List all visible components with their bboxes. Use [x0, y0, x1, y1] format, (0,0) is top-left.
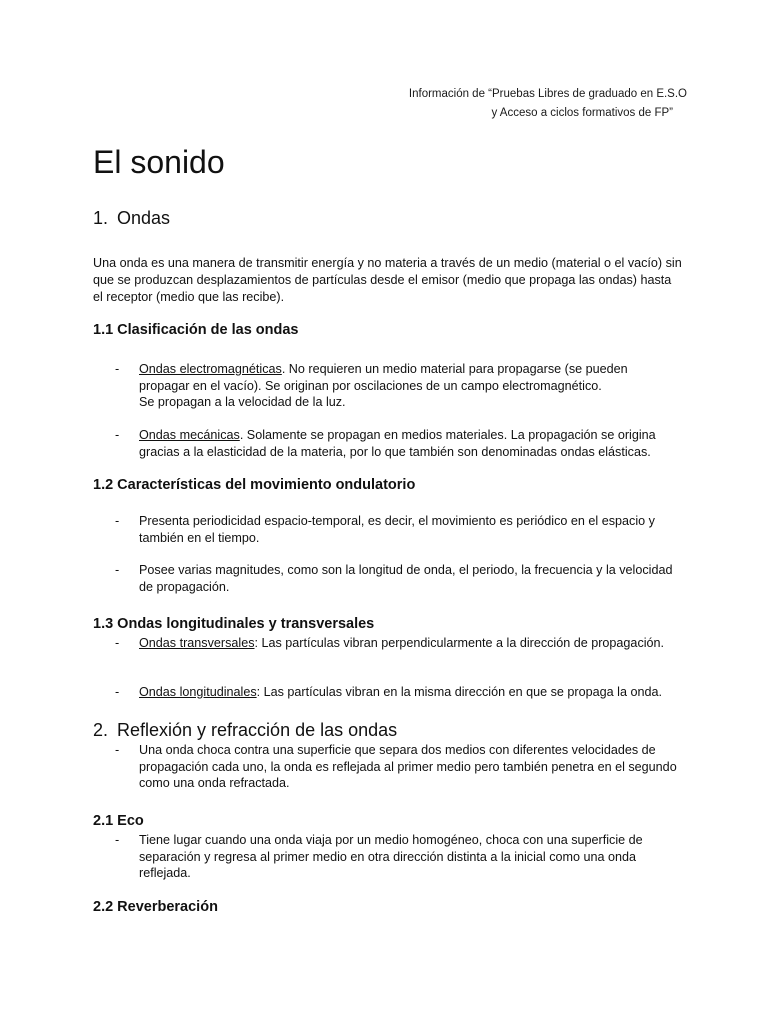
- term-ondas-longitudinales: Ondas longitudinales: [139, 685, 257, 699]
- subsection-1-2-heading: 1.2 Características del movimiento ondulatorio: [93, 477, 416, 493]
- term-ondas-transversales: Ondas transversales: [139, 636, 255, 650]
- item-extra: Se propagan a la velocidad de la luz.: [139, 395, 346, 409]
- section-1-heading: [93, 208, 170, 229]
- section-1-number: 1.: [93, 208, 109, 228]
- item-text: Una onda choca contra una superficie que separa dos medios con diferentes velocidades de propagación cada uno, la onda es reflejada al primer medio pero también penetra en el segundo como una onda refractada.: [139, 743, 677, 790]
- section-2-heading: [93, 720, 397, 741]
- bullet-dash: -: [115, 563, 120, 577]
- item-text: . No requieren un medio material para propagarse (se pueden propagar en el vacío). Se originan por oscilaciones de un campo electromagnético.: [139, 362, 628, 393]
- item-text: : Las partículas vibran en la misma dirección en que se propaga la onda.: [256, 685, 662, 699]
- subsection-2-1-heading: 2.1 Eco: [93, 813, 144, 829]
- section-2-number: 2.: [93, 720, 109, 740]
- subsection-1-1-heading: 1.1 Clasificación de las ondas: [93, 322, 299, 338]
- bullet-dash: -: [115, 685, 120, 699]
- bullet-dash: -: [115, 428, 120, 442]
- bullet-dash: -: [115, 636, 120, 650]
- item-text: Tiene lugar cuando una onda viaja por un medio homogéneo, choca con una superficie de separación y regresa al primer medio en otra dirección distinta a la inicial como una onda reflejada.: [139, 833, 643, 880]
- item-text: Presenta periodicidad espacio-temporal, es decir, el movimiento es periódico en el espacio y también en el tiempo.: [139, 514, 655, 545]
- item-text: . Solamente se propagan en medios materiales. La propagación se origina gracias a la elasticidad de la materia, por lo que también son denominadas ondas elásticas.: [139, 428, 656, 459]
- header-line-1: Información de “Pruebas Libres de graduado en E.S.O: [408, 88, 687, 100]
- bullet-dash: -: [115, 833, 120, 847]
- subsection-2-2-heading: 2.2 Reverberación: [93, 899, 218, 915]
- bullet-dash: -: [115, 514, 120, 528]
- item-text: Posee varias magnitudes, como son la longitud de onda, el periodo, la frecuencia y la velocidad de propagación.: [139, 563, 673, 594]
- term-ondas-electromagneticas: Ondas electromagnéticas: [139, 362, 282, 376]
- page-title: El sonido: [93, 144, 225, 180]
- bullet-dash: -: [115, 743, 120, 757]
- bullet-dash: -: [115, 362, 120, 376]
- section-1-title: Ondas: [117, 208, 171, 228]
- item-text: : Las partículas vibran perpendicularmente a la dirección de propagación.: [254, 636, 665, 650]
- subsection-1-3-heading: 1.3 Ondas longitudinales y transversales: [93, 616, 375, 632]
- section-1-intro: Una onda es una manera de transmitir energía y no materia a través de un medio (material o el vacío) sin que se produzcan desplazamientos de partículas desde el emisor (medio que propaga las ondas) hasta el receptor (medio que las recibe).: [93, 256, 682, 304]
- term-ondas-mecanicas: Ondas mecánicas: [139, 428, 240, 442]
- header-line-2: y Acceso a ciclos formativos de FP”: [491, 107, 673, 119]
- section-2-title: Reflexión y refracción de las ondas: [117, 720, 398, 740]
